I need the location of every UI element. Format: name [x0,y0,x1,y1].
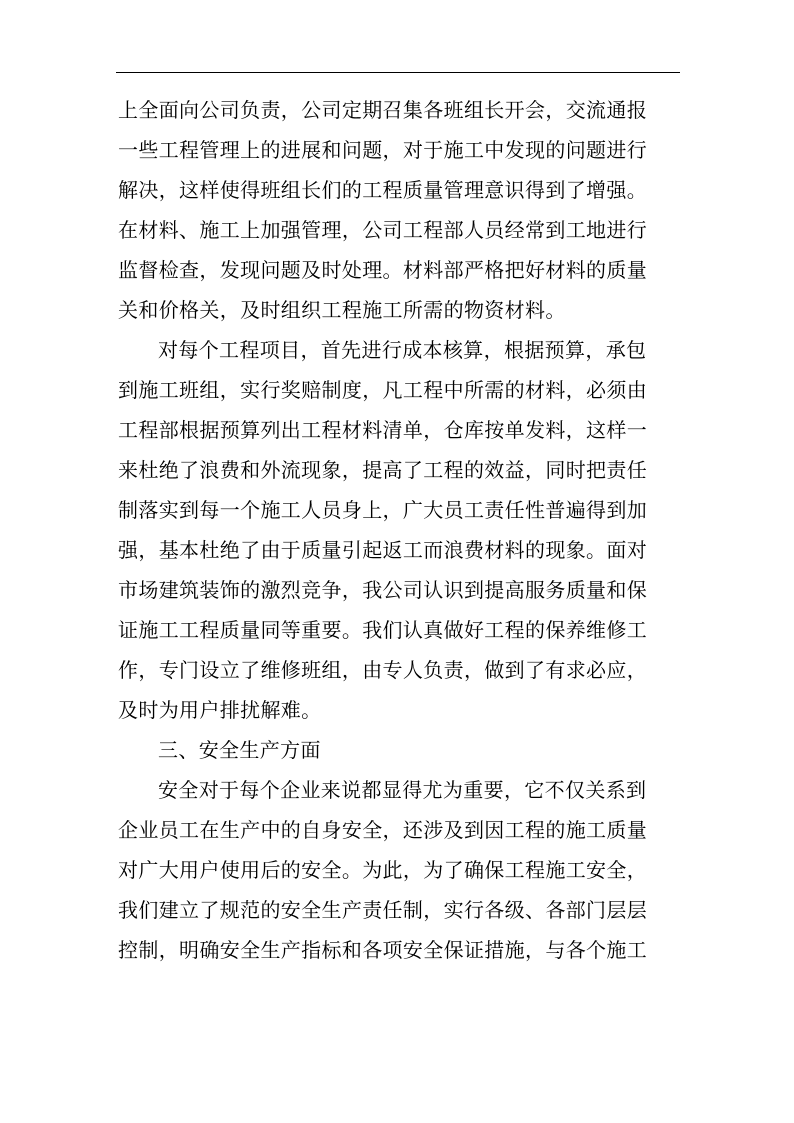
text-line: 制落实到每一个施工人员身上，广大员工责任性普遍得到加 [118,498,648,522]
text-line: 及时为用户排扰解难。 [118,698,322,722]
text-line: 我们建立了规范的安全生产责任制，实行各级、各部门层层 [118,898,648,922]
text-line: 企业员工在生产中的自身安全，还涉及到因工程的施工质量 [118,818,648,842]
text-line: 上全面向公司负责，公司定期召集各班组长开会，交流通报 [118,98,648,122]
text-line: 强，基本杜绝了由于质量引起返工而浪费材料的现象。面对 [118,538,648,562]
header-rule [116,72,680,73]
text-line: 到施工班组，实行奖赔制度，凡工程中所需的材料，必须由 [118,378,648,402]
text-line: 一些工程管理上的进展和问题，对于施工中发现的问题进行 [118,138,648,162]
text-line: 证施工工程质量同等重要。我们认真做好工程的保养维修工 [118,618,648,642]
text-line: 来杜绝了浪费和外流现象，提高了工程的效益，同时把责任 [118,458,648,482]
section-heading: 三、安全生产方面 [158,738,321,762]
text-line: 对广大用户使用后的安全。为此，为了确保工程施工安全， [118,858,648,882]
text-line-paragraph-start: 安全对于每个企业来说都显得尤为重要，它不仅关系到 [158,778,647,802]
text-line: 控制，明确安全生产指标和各项安全保证措施，与各个施工 [118,938,648,962]
text-line: 作，专门设立了维修班组，由专人负责，做到了有求必应， [118,658,648,682]
text-line: 市场建筑装饰的激烈竞争，我公司认识到提高服务质量和保 [118,578,648,602]
text-line: 工程部根据预算列出工程材料清单，仓库按单发料，这样一 [118,418,648,442]
text-line: 监督检查，发现问题及时处理。材料部严格把好材料的质量 [118,258,648,282]
text-line: 解决，这样使得班组长们的工程质量管理意识得到了增强。 [118,178,648,202]
text-line-paragraph-start: 对每个工程项目，首先进行成本核算，根据预算，承包 [158,338,647,362]
text-line: 关和价格关，及时组织工程施工所需的物资材料。 [118,298,566,322]
text-line: 在材料、施工上加强管理，公司工程部人员经常到工地进行 [118,218,648,242]
